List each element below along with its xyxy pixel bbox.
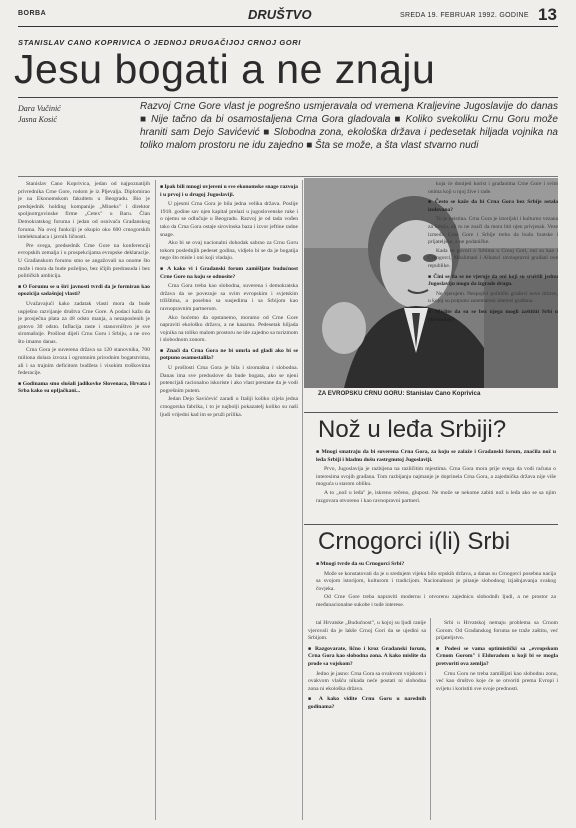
- interview-question: ■ O Forumu se u širi javnosti tvrdi da je formiran kao opozicija sadašnjoj vlasti?: [18, 284, 150, 299]
- paragraph: Pre svega, predsednik Crne Gore na konferenciji evropskih zemalja i u prospekcijama evropske deklaracije. U Građanskom forumu smo se angažovali na onome što može i mora da bude poželjno, bez ičijih predrasuda i bez političkih ambicija.: [18, 242, 150, 280]
- interview-question: ■ A kako vi i Građanski forum zamišljate budućnost Crne Gore na koju se odnosite?: [160, 266, 298, 281]
- section-title: DRUŠTVO: [248, 7, 312, 22]
- article-column-1: [18, 181, 150, 819]
- interview-question: ■ Mnogi smatraju da bi suverena Crna Gora, za koju se zalaže i Građanski forum, značila nož u leđa Srbiji i hladnu dušu rastrgnutoj Jugoslaviji.: [316, 449, 556, 464]
- section-3-right-text: [436, 620, 558, 818]
- paragraph: koja će donijeti korist i građanima Crne Gore i svim onima koji u njoj žive i rade.: [428, 181, 558, 195]
- article-kicker: STANISLAV CANO KOPRIVICA O JEDNOJ DRUGAČIJOJ CRNOJ GORI: [18, 38, 301, 47]
- paragraph: To je neistina. Crna Gora je istorijski i kulturno vezana za Srbiju, ali to ne znači da mora biti njen privjesak. Veze između Crne Gore i Srbije treba da budu bratske i prijateljske, a ne podaničke.: [428, 216, 558, 246]
- paragraph: Ako hoćemo da opstanemo, moramo od Crne Gore napraviti ekološku državu, a ne kasarnu. Pedesetak hiljada vojnika na toliko malom prostoru ne ide zajedno sa turizmom i slobodnom zonom.: [160, 314, 298, 344]
- subheading-1: Nož u leđa Srbiji?: [318, 416, 507, 443]
- photo-caption: ZA EVROPSKU CRNU GORU: Stanislav Cano Koprivica: [318, 390, 481, 397]
- interview-question: ■ Ipak bili mnogi uvjereni u sve ekonomske snage razvoja i u prvoj i u drugoj Jugoslaviji.: [160, 184, 298, 199]
- paragraph: Crna Gora je suverena država sa 120 stanovnika, 700 miliona dolara izvoza i ogromnim prirodnim bogatstvima, ali i sa trajnim deficitom budžeta i visokim troškovima federacije.: [18, 347, 150, 377]
- box-divider: [304, 524, 558, 525]
- paragraph: Ne vjerujem. Nespojivi politički gradovi nove države, u kojoj su potpuno zanemareni interesi građana.: [428, 290, 558, 305]
- paragraph: Prvo, Jugoslavija je razbijena na različitim mjestima. Crna Gora mora prije svega da vodi računa o interesima svojih građana. Tom razbijanju najmanje je doprinela Crna Gora, a zajednička država nije više moguća u starom obliku.: [316, 466, 556, 488]
- lead-divider: [18, 176, 558, 177]
- paragraph: Može se konstatovati da je u srednjem vijeku bilo srpskih država, a danas su Crnogorci posebna nacija sa svojom istorijom, kulturom i tradicijom. Nacionalnost je pitanje slobodnog izjašnjavanja svakog čovjeka.: [316, 570, 556, 592]
- article-title: Jesu bogati a ne znaju: [14, 46, 436, 92]
- interview-question: ■ Godinama smo slušali jadikovke Slovenaca, Hrvata i Srba kako su opljačkani...: [18, 381, 150, 396]
- paragraph: Jedan Dejo Savićević zaradi u Italiji koliko cijela jedna crnogorska fabrika, i to je najbolji pokazatelj koliko su naši ljudi vrijedni kad im se pruži prilika.: [160, 396, 298, 418]
- column-divider: [302, 180, 303, 820]
- interview-question: ■ Znači da Crna Gora ne bi umrla od gladi ako bi se potpuno osamostalila?: [160, 348, 298, 363]
- paragraph: Uvažavajući kako zadatak vlasti mora da bude uspješno razvijanje društva Crne Gore. A podaci kažu da je prosječna plata za 48 odsto manja, a nezaposlenih je gotovo 30 odsto. Inflacija raste i stanovništvo je sve siromašnije. Prošlost dijeli Crnu Goru i Srbiju, a ne ovo što imamo danas.: [18, 300, 150, 345]
- article-lead: Razvoj Crne Gore vlast je pogrešno usmjeravala od vremena Kraljevine Jugoslavije do danas ■ Nije tačno da bi osamostaljena Crna Gora gladovala ■ Koliko svekoliku Crnu Goru može hraniti sam Dejo Savićević ■ Slobodna zona, ekološka država i pedesetak hiljada vojnika na toliko malom prostoru ne idu zajedno ■ Šta se može, a šta vlast stvarno nudi: [140, 101, 558, 151]
- paragraph: Srbi u Hrvatskoj nemaju problema sa Crnom Gorom. Od Građanskog foruma ne traže zaštitu, već prijateljstvo.: [436, 620, 558, 642]
- section-3-left-text: [308, 620, 426, 818]
- interview-question: ■ Podesi se vama optimistički sa „evropskom Crnom Gorom" i Eldoradom u koji bi se mogla pretvoriti ova zemlja?: [436, 646, 558, 669]
- paragraph: Jedno je jasno: Crna Gora sa ovakvom vojskom i ovakvom vlašću nikada neće postati ni slobodna zona ni ekološka država.: [308, 670, 426, 692]
- paragraph: Stanislav Cano Koprivica, jedan od najpoznatijih privrednika Crne Gore, rodom je iz Pljevalja. Diplomirao je na Ekonomskom fakultetu u Beogradu. Bio je predsjednik holding kompanije „Mineks" i direktor spoljnotrgovinske firme „Cetex" u Baru. Član Demokratskog foruma i jedan od osnivača Građanskog foruma. Na ovoj funkciji je okupio oko 600 crnogorskih intelektualaca i javnih ličnosti.: [18, 181, 150, 241]
- paragraph: U prošlosti Crna Gora je bila i siromašna i slobodna. Danas ima sve preduslove da bude bogata, ako se njeni potencijali racionalno iskoriste i ako vlast prestane da je vodi pogrešnim putem.: [160, 365, 298, 394]
- paragraph: Kada se govori o Srbima u Crnoj Gori, oni su kao i Crnogorci, Muslimani i Albanci ravnopravni građani ove republike.: [428, 247, 558, 269]
- subheading-2: Crnogorci i(li) Srbi: [318, 528, 511, 555]
- interview-question: ■ Razgovarate, lično i kroz Građanski forum, Crna Gora kao slobodna zona. A kako mislite da prođe sa vojskom?: [308, 646, 426, 669]
- interview-question: ■ Čini se da se ne vjeruje da oni koji su sruštili jednu Jugoslaviju mogu da izgrade drugu.: [428, 274, 558, 289]
- title-divider: [18, 97, 558, 98]
- paragraph: A to „nož u leđa" je, iskreno rečeno, glupost. Ne može se nekome zabiti nož u leđa ako se sa njim razgovara otvoreno i kao ravnopravni partneri.: [316, 489, 556, 504]
- article-column-3: [428, 181, 558, 389]
- interview-question: ■ Mnogi tvrde da su Crnogorci Srbi?: [316, 561, 556, 569]
- article-column-2: [160, 181, 298, 819]
- paragraph: Ako bi se ovaj nacionalni dohodak sabrao za Crnu Goru tokom poslednjih pedeset godina, vidjelo bi se da je bogatija nego što misle i oni koji vladaju.: [160, 240, 298, 262]
- interview-question: ■ Mislite da su se bez njega mogli zaštititi Srbi u Hrvatskoj?: [428, 309, 558, 324]
- box-divider: [304, 412, 558, 413]
- paragraph: Crnu Goru ne treba zamišljati kao slobodnu zonu, već kao društvo koje će se otvoriti prema Evropi i svijetu i koristiti sve svoje prednosti.: [436, 670, 558, 692]
- issue-date: SREDA 19. FEBRUAR 1992. GODINE: [400, 12, 529, 19]
- paragraph: Crna Gora treba kao slobodna, suverena i demokratska država da se povezuje sa svim evropskim i svjetskim tržištima, a posebno sa susjedima i sa Srbijom kao ravnopravnim partnerom.: [160, 283, 298, 312]
- newspaper-header: [18, 5, 558, 27]
- section-2-text: [316, 558, 556, 614]
- author-name: Jasna Kosić: [18, 115, 57, 124]
- paragraph: U pjesmi Crna Gora je bila jedna velika država. Poslije 1918. godine sav njen kapital prelazi u jugoslovenske ruke i o njemu se odlučuje u Beogradu. Razvoj je od tada vođen tako da Crna Gora ostaje sirovinska baza i izvor jeftine radne snage.: [160, 201, 298, 238]
- interview-question: ■ A kako vidite Crnu Goru u narednih godinama?: [308, 696, 426, 711]
- paragraph: tal Hrvatske „Budućnost", u kojoj su ljudi ranije vjerovali da je lakše Crnoj Gori da se ujedini sa Srbijom.: [308, 620, 426, 642]
- column-divider: [430, 618, 431, 820]
- page-number: 13: [538, 5, 557, 24]
- paragraph: Od Crne Gore treba napraviti modernu i otvorenu zajednicu slobodnih ljudi, a ne prostor za međunacionalne sukobe i tuđe interese.: [316, 594, 556, 608]
- article-authors: [18, 103, 128, 125]
- author-name: Dara Vučinić: [18, 104, 61, 113]
- newspaper-name: BORBA: [18, 10, 47, 17]
- column-divider: [155, 180, 156, 820]
- interview-question: ■ Često se kaže da bi Crna Gora bez Srbije ostala izolovana?: [428, 199, 558, 214]
- section-1-text: [316, 446, 556, 522]
